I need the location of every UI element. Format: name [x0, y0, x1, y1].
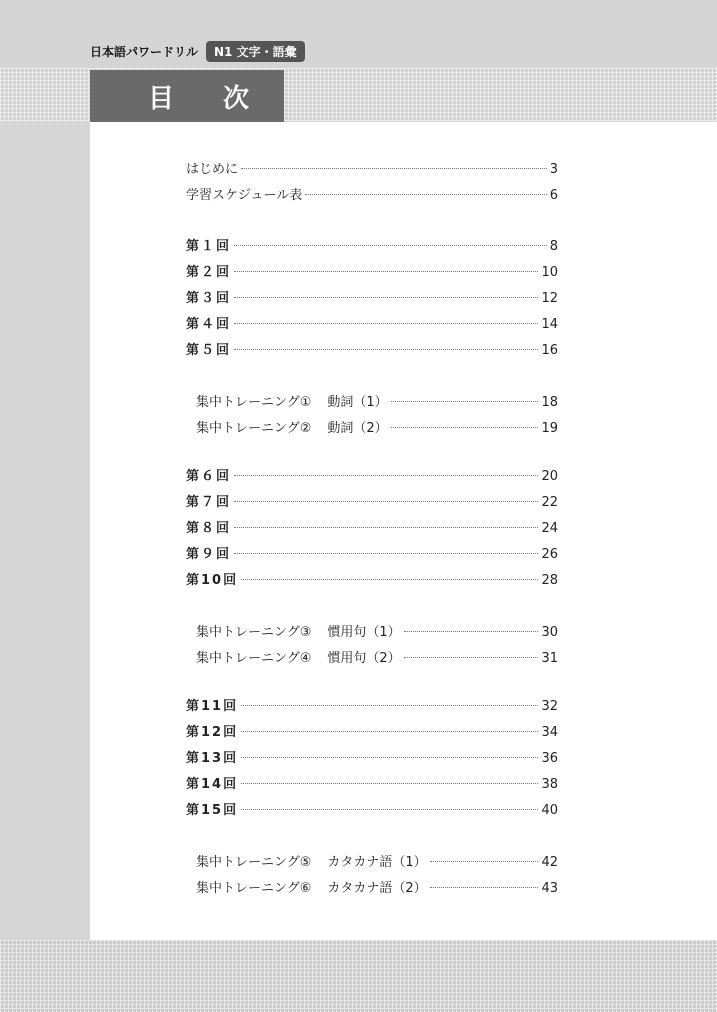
toc-entry-label	[186, 467, 231, 487]
toc-page-number: 10	[541, 265, 558, 280]
toc-entry-label	[186, 749, 238, 769]
toc-entry	[196, 649, 558, 669]
toc-entry-label	[186, 186, 302, 206]
toc-entry-title: 集中トレーニング⑥	[196, 881, 312, 896]
dot-leader	[430, 887, 539, 888]
series-tag: N1 文字・語彙	[206, 41, 305, 62]
toc-entry-label	[186, 493, 231, 513]
dot-leader	[234, 527, 538, 528]
toc-entry-title: 第14回	[186, 777, 239, 792]
toc-entry	[186, 519, 558, 539]
toc-entry-title: はじめに	[186, 162, 239, 177]
toc-entry-label	[186, 315, 231, 335]
toc-entry-label	[186, 775, 238, 795]
dot-leader	[234, 271, 538, 272]
toc-page-number: 19	[541, 421, 558, 436]
toc-page-number: 26	[541, 547, 558, 562]
toc-entry-label	[196, 419, 388, 439]
dot-leader	[234, 297, 538, 298]
dot-leader	[404, 631, 539, 632]
table-of-contents	[90, 122, 717, 940]
dot-leader	[241, 757, 538, 758]
toc-entry-label	[186, 263, 231, 283]
toc-page-number: 16	[541, 343, 558, 358]
toc-entry-title: 第５回	[186, 343, 232, 358]
toc-entry	[186, 315, 558, 335]
toc-entry-topic: カタカナ語（1）	[327, 855, 427, 870]
dot-leader	[391, 401, 539, 402]
dot-leader	[404, 657, 539, 658]
toc-entry-topic: 動詞（2）	[327, 421, 388, 436]
toc-page-number: 32	[541, 699, 558, 714]
toc-entry	[196, 419, 558, 439]
toc-entry-label	[186, 571, 238, 591]
dot-leader	[241, 809, 538, 810]
toc-page-number: 22	[541, 495, 558, 510]
toc-entry	[196, 879, 558, 899]
toc-page-number: 24	[541, 521, 558, 536]
dot-leader	[391, 427, 539, 428]
toc-entry	[186, 186, 558, 206]
dot-leader	[234, 475, 538, 476]
toc-entry	[196, 393, 558, 413]
dot-leader	[241, 783, 538, 784]
toc-entry-title: 集中トレーニング④	[196, 651, 312, 666]
toc-entry-topic: カタカナ語（2）	[327, 881, 427, 896]
toc-entry-title: 第８回	[186, 521, 232, 536]
toc-page-number: 6	[549, 188, 558, 203]
toc-page-number: 42	[541, 855, 558, 870]
toc-page-number: 43	[541, 881, 558, 896]
toc-entry	[186, 237, 558, 257]
toc-page-number: 36	[541, 751, 558, 766]
dot-leader	[234, 553, 538, 554]
toc-entry-title: 第12回	[186, 725, 239, 740]
toc-entry-title: 第３回	[186, 291, 232, 306]
toc-entry-label	[196, 853, 427, 873]
toc-entry-label	[186, 341, 231, 361]
toc-entry-title: 第10回	[186, 573, 239, 588]
toc-entry-title: 第15回	[186, 803, 239, 818]
toc-page-number: 34	[541, 725, 558, 740]
toc-entry-title: 集中トレーニング⑤	[196, 855, 312, 870]
toc-entry-label	[196, 623, 401, 643]
toc-page-number: 28	[541, 573, 558, 588]
series-title: 日本語パワードリル	[90, 44, 199, 59]
toc-page-number: 31	[541, 651, 558, 666]
toc-entry	[186, 697, 558, 717]
toc-entry-title: 第４回	[186, 317, 232, 332]
toc-entry-label	[186, 289, 231, 309]
toc-entry-title: 集中トレーニング②	[196, 421, 312, 436]
toc-entry	[186, 341, 558, 361]
toc-page-number: 40	[541, 803, 558, 818]
toc-entry	[186, 571, 558, 591]
toc-page-number: 20	[541, 469, 558, 484]
toc-entry-title: 集中トレーニング①	[196, 395, 312, 410]
series-header	[90, 40, 305, 62]
toc-page-number: 12	[541, 291, 558, 306]
toc-entry-title: 第２回	[186, 265, 232, 280]
toc-entry	[186, 775, 558, 795]
footer-grid-band	[0, 940, 717, 1012]
toc-entry-title: 学習スケジュール表	[186, 188, 303, 203]
toc-entry-topic: 慣用句（2）	[327, 651, 401, 666]
toc-entry	[186, 723, 558, 743]
toc-page	[90, 122, 717, 940]
toc-entry	[196, 853, 558, 873]
toc-entry	[186, 263, 558, 283]
dot-leader	[234, 349, 538, 350]
toc-entry-title: 第６回	[186, 469, 232, 484]
toc-entry	[186, 749, 558, 769]
toc-entry-title: 第９回	[186, 547, 232, 562]
toc-entry-label	[186, 519, 231, 539]
toc-entry-topic: 動詞（1）	[327, 395, 388, 410]
toc-entry-label	[186, 723, 238, 743]
dot-leader	[234, 501, 538, 502]
toc-page-number: 18	[541, 395, 558, 410]
toc-page-number: 30	[541, 625, 558, 640]
toc-entry	[186, 289, 558, 309]
toc-entry	[186, 801, 558, 821]
toc-entry	[186, 160, 558, 180]
toc-entry	[186, 493, 558, 513]
toc-entry	[186, 467, 558, 487]
toc-page-number: 14	[541, 317, 558, 332]
toc-entry-label	[186, 160, 238, 180]
toc-entry-title: 第11回	[186, 699, 239, 714]
dot-leader	[241, 579, 538, 580]
dot-leader	[234, 323, 538, 324]
page-title: 目 次	[90, 70, 284, 122]
dot-leader	[234, 245, 547, 246]
toc-entry-topic: 慣用句（1）	[327, 625, 401, 640]
toc-entry-title: 第１回	[186, 239, 232, 254]
toc-entry-title: 第７回	[186, 495, 232, 510]
toc-entry-title: 第13回	[186, 751, 239, 766]
toc-page-number: 3	[549, 162, 558, 177]
dot-leader	[305, 194, 546, 195]
toc-entry-label	[186, 801, 238, 821]
toc-entry	[196, 623, 558, 643]
toc-page-number: 8	[549, 239, 558, 254]
toc-entry-title: 集中トレーニング③	[196, 625, 312, 640]
dot-leader	[241, 705, 538, 706]
toc-page-number: 38	[541, 777, 558, 792]
toc-entry-label	[186, 545, 231, 565]
dot-leader	[241, 168, 547, 169]
toc-entry-label	[186, 237, 231, 257]
dot-leader	[430, 861, 539, 862]
toc-entry	[186, 545, 558, 565]
toc-entry-label	[196, 393, 388, 413]
dot-leader	[241, 731, 538, 732]
toc-entry-label	[186, 697, 238, 717]
toc-entry-label	[196, 879, 427, 899]
toc-entry-label	[196, 649, 401, 669]
